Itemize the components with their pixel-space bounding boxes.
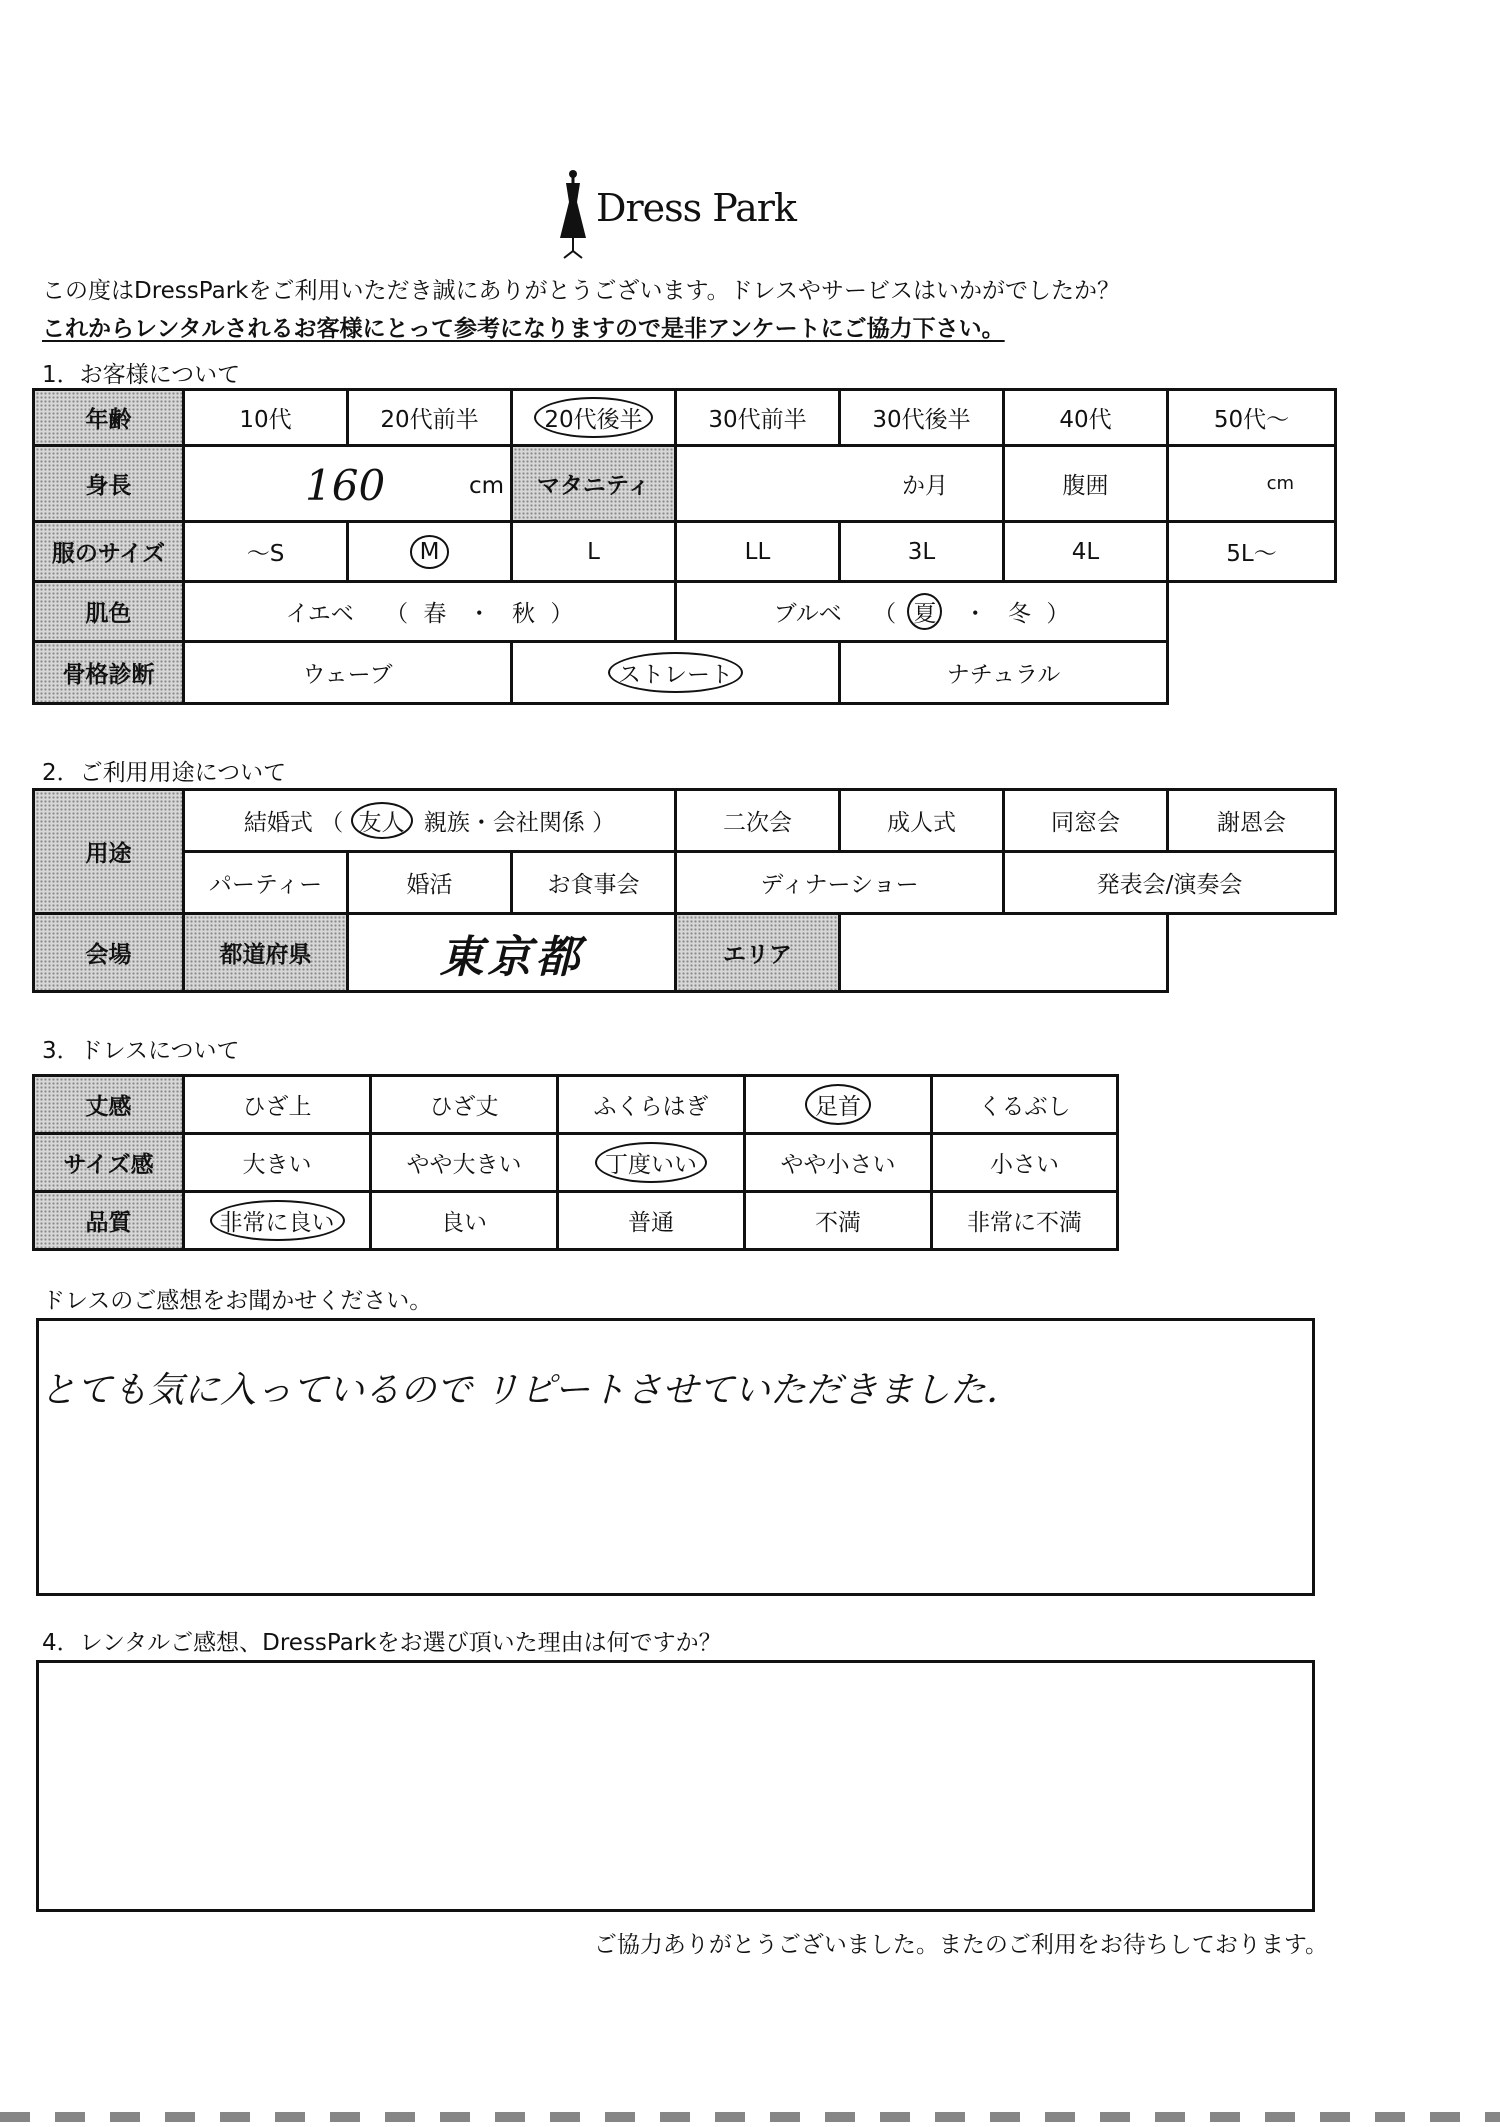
- blue-base-text: ブルベ: [773, 601, 842, 627]
- dot: ・: [963, 601, 987, 627]
- selection-circle: M: [410, 535, 450, 569]
- purpose-label: 用途: [34, 790, 184, 914]
- length-option[interactable]: くるぶし: [932, 1076, 1118, 1134]
- dot: ・: [467, 601, 491, 627]
- age-option[interactable]: 20代前半: [348, 390, 512, 446]
- selection-circle: 足首: [805, 1084, 871, 1125]
- frame-option[interactable]: ナチュラル: [840, 642, 1168, 704]
- waist-label: 腹囲: [1004, 446, 1168, 522]
- customer-table: [32, 388, 1337, 705]
- dress-table: [32, 1074, 1119, 1251]
- months-unit: か月: [902, 473, 948, 499]
- waist-unit: cm: [1266, 473, 1294, 494]
- fit-option[interactable]: やや大きい: [371, 1134, 558, 1192]
- purpose-option[interactable]: 同窓会: [1004, 790, 1168, 852]
- height-value: 160: [305, 461, 386, 510]
- purpose-option[interactable]: ディナーショー: [676, 852, 1004, 914]
- dress-mannequin-icon: [556, 168, 590, 260]
- summer-option-selected[interactable]: 夏: [907, 593, 942, 630]
- length-option[interactable]: ふくらはぎ: [558, 1076, 745, 1134]
- frame-label: 骨格診断: [34, 642, 184, 704]
- section1-title: 1．お客様について: [42, 362, 241, 388]
- fit-option-selected[interactable]: [558, 1134, 745, 1192]
- fit-option[interactable]: 大きい: [184, 1134, 371, 1192]
- scan-edge-marks: [0, 2112, 1500, 2122]
- yellow-base-text: イエベ: [285, 601, 354, 627]
- length-option[interactable]: ひざ上: [184, 1076, 371, 1134]
- empty-cell: [1168, 642, 1336, 704]
- paren-open: （: [385, 601, 409, 627]
- selection-circle: 丁度いい: [595, 1142, 707, 1183]
- autumn-option[interactable]: 秋: [512, 601, 536, 627]
- fit-label: サイズ感: [34, 1134, 184, 1192]
- wedding-option[interactable]: [184, 790, 676, 852]
- section3-title: 3．ドレスについて: [42, 1038, 240, 1064]
- age-option[interactable]: 50代～: [1168, 390, 1336, 446]
- waist-field[interactable]: [1168, 446, 1336, 522]
- length-label: 丈感: [34, 1076, 184, 1134]
- wedding-text: 結婚式: [243, 810, 313, 836]
- empty-cell: [1168, 582, 1336, 642]
- quality-option[interactable]: 良い: [371, 1192, 558, 1250]
- prefecture-value: 東京都: [439, 931, 584, 983]
- prefecture-label: 都道府県: [184, 914, 348, 992]
- footer-thanks: ご協力ありがとうございました。またのご利用をお待ちしております。: [593, 1932, 1328, 1958]
- size-option[interactable]: 3L: [840, 522, 1004, 582]
- purpose-option[interactable]: 二次会: [676, 790, 840, 852]
- size-option[interactable]: L: [512, 522, 676, 582]
- dresspark-logo: [556, 168, 796, 260]
- selection-circle: 非常に良い: [210, 1200, 345, 1241]
- quality-option[interactable]: 普通: [558, 1192, 745, 1250]
- age-option[interactable]: 10代: [184, 390, 348, 446]
- purpose-option[interactable]: 発表会/演奏会: [1004, 852, 1336, 914]
- quality-option[interactable]: 非常に不満: [932, 1192, 1118, 1250]
- skin-label: 肌色: [34, 582, 184, 642]
- maternity-label: マタニティ: [512, 446, 676, 522]
- age-option[interactable]: 30代後半: [840, 390, 1004, 446]
- size-option[interactable]: ～S: [184, 522, 348, 582]
- selection-circle: ストレート: [608, 652, 743, 693]
- paren-close: ）: [592, 810, 616, 836]
- frame-option-selected[interactable]: [512, 642, 840, 704]
- section4-title: 4．レンタルご感想、DressParkをお選び頂いた理由は何ですか？: [42, 1630, 722, 1656]
- selection-circle: 20代後半: [534, 397, 652, 438]
- prefecture-field[interactable]: [348, 914, 676, 992]
- size-label: 服のサイズ: [34, 522, 184, 582]
- height-label: 身長: [34, 446, 184, 522]
- quality-option-selected[interactable]: [184, 1192, 371, 1250]
- size-option[interactable]: LL: [676, 522, 840, 582]
- friend-option-selected[interactable]: 友人: [351, 802, 413, 839]
- purpose-option[interactable]: お食事会: [512, 852, 676, 914]
- size-option[interactable]: 4L: [1004, 522, 1168, 582]
- purpose-option[interactable]: 成人式: [840, 790, 1004, 852]
- blue-base-option[interactable]: [676, 582, 1168, 642]
- area-field[interactable]: [840, 914, 1168, 992]
- paren-close: ）: [1046, 601, 1070, 627]
- length-option-selected[interactable]: [745, 1076, 932, 1134]
- age-label: 年齢: [34, 390, 184, 446]
- height-unit: cm: [468, 473, 504, 499]
- purpose-option[interactable]: パーティー: [184, 852, 348, 914]
- purpose-table: [32, 788, 1337, 993]
- age-option-selected[interactable]: [512, 390, 676, 446]
- quality-label: 品質: [34, 1192, 184, 1250]
- relatives-option[interactable]: 親族・会社関係: [423, 810, 585, 836]
- paren-open: （: [873, 601, 897, 627]
- comment-text: とても気に入っているので リピートさせていただきました．: [40, 1370, 1023, 1411]
- height-field[interactable]: [184, 446, 512, 522]
- reason-answer-box[interactable]: [36, 1660, 1315, 1912]
- size-option[interactable]: 5L～: [1168, 522, 1336, 582]
- logo-text: Dress Park: [596, 186, 796, 230]
- purpose-option[interactable]: 婚活: [348, 852, 512, 914]
- comment-prompt: ドレスのご感想をお聞かせください。: [42, 1288, 433, 1314]
- maternity-months-field[interactable]: [676, 446, 1004, 522]
- size-option-selected[interactable]: [348, 522, 512, 582]
- fit-option[interactable]: やや小さい: [745, 1134, 932, 1192]
- fit-option[interactable]: 小さい: [932, 1134, 1118, 1192]
- frame-option[interactable]: ウェーブ: [184, 642, 512, 704]
- intro-line-1: この度はDressParkをご利用いただき誠にありがとうございます。ドレスやサービスはいかがでしたか？: [42, 278, 1120, 304]
- area-label: エリア: [676, 914, 840, 992]
- age-option[interactable]: 30代前半: [676, 390, 840, 446]
- quality-option[interactable]: 不満: [745, 1192, 932, 1250]
- length-option[interactable]: ひざ丈: [371, 1076, 558, 1134]
- paren-open: （: [320, 810, 344, 836]
- paren-close: ）: [550, 601, 574, 627]
- yellow-base-option[interactable]: [184, 582, 676, 642]
- purpose-option[interactable]: 謝恩会: [1168, 790, 1336, 852]
- venue-label: 会場: [34, 914, 184, 992]
- section2-title: 2．ご利用用途について: [42, 760, 287, 786]
- spring-option[interactable]: 春: [423, 601, 447, 627]
- age-option[interactable]: 40代: [1004, 390, 1168, 446]
- comment-box[interactable]: [36, 1318, 1315, 1596]
- winter-option[interactable]: 冬: [1008, 601, 1032, 627]
- empty-cell: [1168, 914, 1336, 992]
- intro-line-2: これからレンタルされるお客様にとって参考になりますので是非アンケートにご協力下さい。: [42, 316, 1005, 342]
